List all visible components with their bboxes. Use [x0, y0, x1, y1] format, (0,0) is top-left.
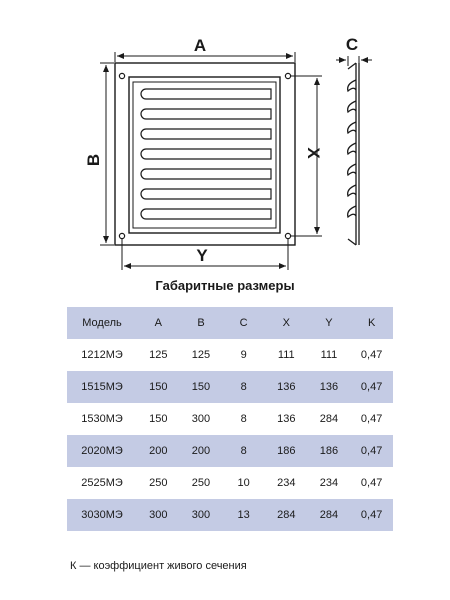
cell-y: 186: [319, 445, 339, 457]
cell-b: 150: [191, 381, 211, 393]
cell-a: 150: [149, 381, 168, 393]
dimension-c-label: C: [345, 35, 359, 54]
louvre: [141, 109, 271, 119]
table-title: Габаритные размеры: [155, 278, 295, 293]
cell-c: 13: [237, 509, 250, 521]
cell-x: 111: [277, 349, 295, 361]
cell-y: 136: [319, 381, 339, 393]
cell-x: 234: [277, 477, 296, 489]
cell-c: 9: [240, 349, 247, 361]
cell-k: 0,47: [360, 413, 383, 425]
cell-model: 1515МЭ: [81, 381, 123, 393]
coefficient-note: К — коэффициент живого сечения: [70, 560, 247, 572]
cell-y: 234: [319, 477, 339, 489]
dimension-x-label: X: [304, 147, 323, 159]
mounting-hole-top-left: [119, 73, 124, 78]
mounting-hole-bottom-right: [285, 233, 290, 238]
header-y: Y: [325, 317, 333, 329]
header-x: X: [282, 317, 290, 329]
table-row: [67, 403, 393, 435]
table-row: [67, 467, 393, 499]
dimensions-table: [67, 307, 393, 531]
cell-k: 0,47: [360, 349, 383, 361]
cell-a: 125: [149, 349, 168, 361]
cell-k: 0,47: [360, 445, 383, 457]
louvre: [141, 169, 271, 179]
cell-b: 300: [191, 509, 211, 521]
cell-x: 136: [277, 381, 296, 393]
table-row: [67, 371, 393, 403]
cell-model: 3030МЭ: [81, 509, 123, 521]
louvre: [141, 209, 271, 219]
cell-x: 186: [277, 445, 296, 457]
cell-a: 200: [149, 445, 168, 457]
cell-b: 300: [191, 413, 211, 425]
cell-model: 2525МЭ: [81, 477, 123, 489]
cell-b: 125: [191, 349, 211, 361]
table-row: [67, 499, 393, 531]
cell-a: 300: [149, 509, 168, 521]
dimension-a-label: A: [193, 36, 207, 55]
mounting-hole-top-right: [285, 73, 290, 78]
cell-b: 250: [191, 477, 211, 489]
cell-b: 200: [191, 445, 211, 457]
louvres: [141, 89, 271, 219]
cell-y: 111: [320, 349, 338, 361]
header-k: K: [367, 317, 376, 329]
cell-k: 0,47: [360, 477, 383, 489]
cell-c: 10: [237, 477, 250, 489]
table-row: [67, 339, 393, 371]
cell-c: 8: [240, 445, 247, 457]
cell-a: 250: [149, 477, 168, 489]
louvre: [141, 129, 271, 139]
cell-x: 136: [277, 413, 296, 425]
cell-model: 1212МЭ: [81, 349, 123, 361]
louvre: [141, 189, 271, 199]
cell-y: 284: [319, 413, 339, 425]
cell-y: 284: [319, 509, 339, 521]
cell-a: 150: [149, 413, 168, 425]
grille-side-profile: [348, 63, 359, 245]
louvre: [141, 149, 271, 159]
cell-c: 8: [240, 413, 247, 425]
louvre: [141, 89, 271, 99]
table-header-row: [67, 307, 393, 339]
cell-k: 0,47: [360, 381, 383, 393]
header-c: C: [239, 317, 248, 329]
table-row: [67, 435, 393, 467]
mounting-hole-bottom-left: [119, 233, 124, 238]
dimension-y-label: Y: [196, 246, 208, 265]
cell-model: 2020МЭ: [81, 445, 123, 457]
cell-k: 0,47: [360, 509, 383, 521]
cell-x: 284: [277, 509, 296, 521]
dimension-b-label: B: [84, 153, 103, 167]
header-model: Модель: [82, 317, 122, 329]
header-b: B: [197, 317, 205, 329]
cell-c: 8: [240, 381, 247, 393]
cell-model: 1530МЭ: [81, 413, 123, 425]
header-a: A: [154, 317, 162, 329]
grille-technical-drawing: [0, 0, 450, 270]
